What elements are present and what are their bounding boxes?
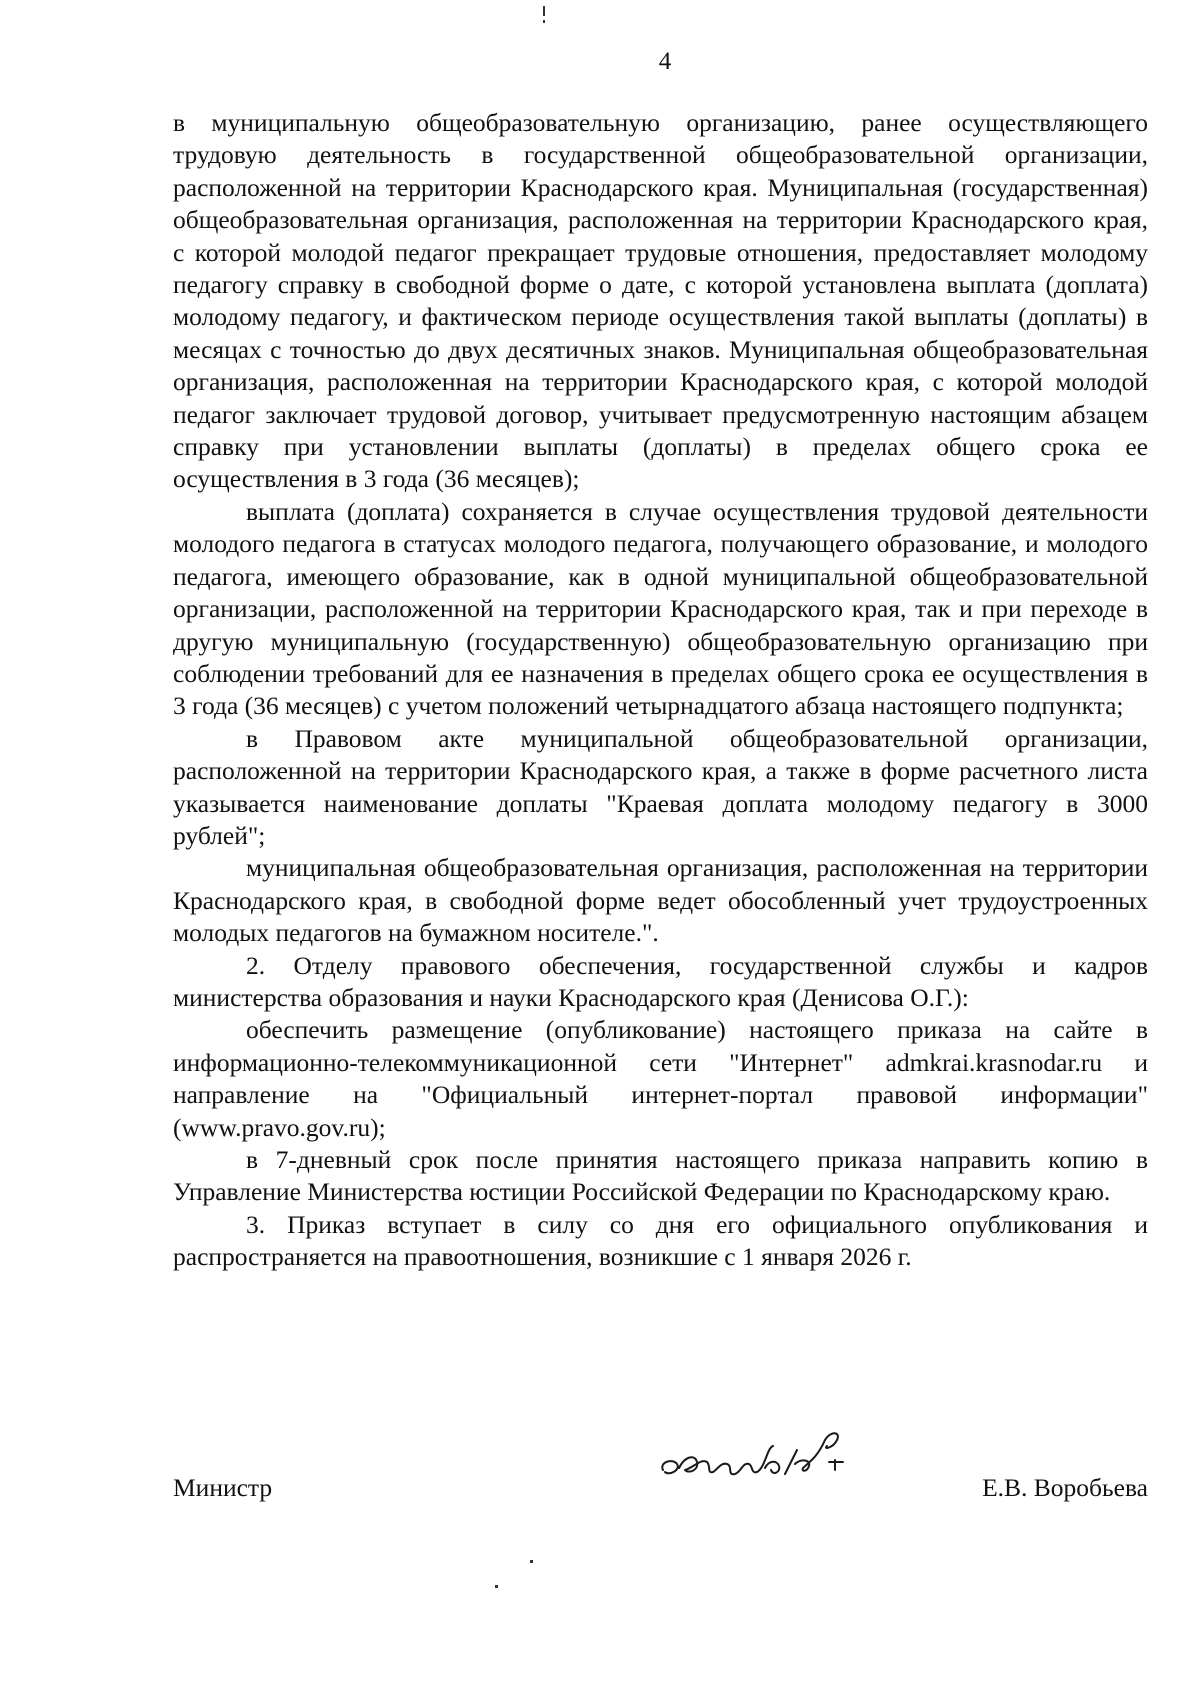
signatory-title: Министр [173,1473,273,1502]
page-number: 4 [658,48,672,75]
signatory-name: Е.В. Воробьева [982,1473,1148,1502]
paragraph-payment-retained: выплата (доплата) сохраняется в случае осуществления трудовой деятельности молодого педагога в статусах молодого педагога, получающего образование, и молодого педагога, имеющего образование, как в одной муниципальной общеобразовательной организации, расположенной на территории Краснодарского края, так и при переходе в другую муниципальную (государственную) общеобразовательную организацию при соблюдении требований для ее назначения в пределах общего срока ее осуществления в 3 года (36 месяцев) с учетом положений четырнадцатого абзаца настоящего подпункта; [173,496,1148,721]
scan-mark [543,6,545,16]
paragraph-item-3: 3. Приказ вступает в силу со дня его официального опубликования и распространяется на правоотношения, возникшие с 1 января 2026 г. [173,1209,1148,1272]
signature-block [173,1473,1148,1513]
scan-mark [530,1560,533,1563]
paragraph-separate-record: муниципальная общеобразовательная организация, расположенная на территории Краснодарского края, в свободной форме ведет обособленный учет трудоустроенных молодых педагогов на бумажном носителе.". [173,853,1148,948]
document-body [173,107,1148,1274]
paragraph-continuation: в муниципальную общеобразовательную организацию, ранее осуществляющего трудовую деятельность в государственной общеобразовательной организации, расположенной на территории Краснодарского края. Муниципальная (государственная) общеобразовательная организация, расположенная на территории Краснодарского края, с которой молодой педагог прекращает трудовые отношения, предоставляет молодому педагогу справку в свободной форме о дате, с которой установлена выплата (доплата) молодому педагогу, и фактическом периоде осуществления такой выплаты (доплаты) в месяцах с точностью до двух десятичных знаков. Муниципальная общеобразовательная организация, расположенная на территории Краснодарского края, с которой молодой педагог заключает трудовой договор, учитывает предусмотренную настоящим абзацем справку при установлении выплаты (доплаты) в пределах общего срока ее осуществления в 3 года (36 месяцев); [173,108,1148,494]
paragraph-item-2: 2. Отделу правового обеспечения, государственной службы и кадров министерства образования и науки Краснодарского края (Денисова О.Г.): [173,950,1148,1012]
paragraph-legal-act: в Правовом акте муниципальной общеобразовательной организации, расположенной на территории Краснодарского края, а также в форме расчетного листа указывается наименование доплаты "Краевая доплата молодому педагогу в 3000 рублей"; [173,723,1148,850]
paragraph-send-copy: в 7-дневный срок после принятия настоящего приказа направить копию в Управление Министерства юстиции Российской Федерации по Краснодарскому краю. [173,1145,1148,1207]
paragraph-publish: обеспечить размещение (опубликование) настоящего приказа на сайте в информационно-телекоммуникационной сети "Интернет" admkrai.krasnodar.ru и направление на "Официальный интернет-портал правовой информации" (www.pravo.gov.ru); [173,1015,1148,1142]
scan-mark [543,20,545,23]
scan-mark [495,1585,498,1588]
